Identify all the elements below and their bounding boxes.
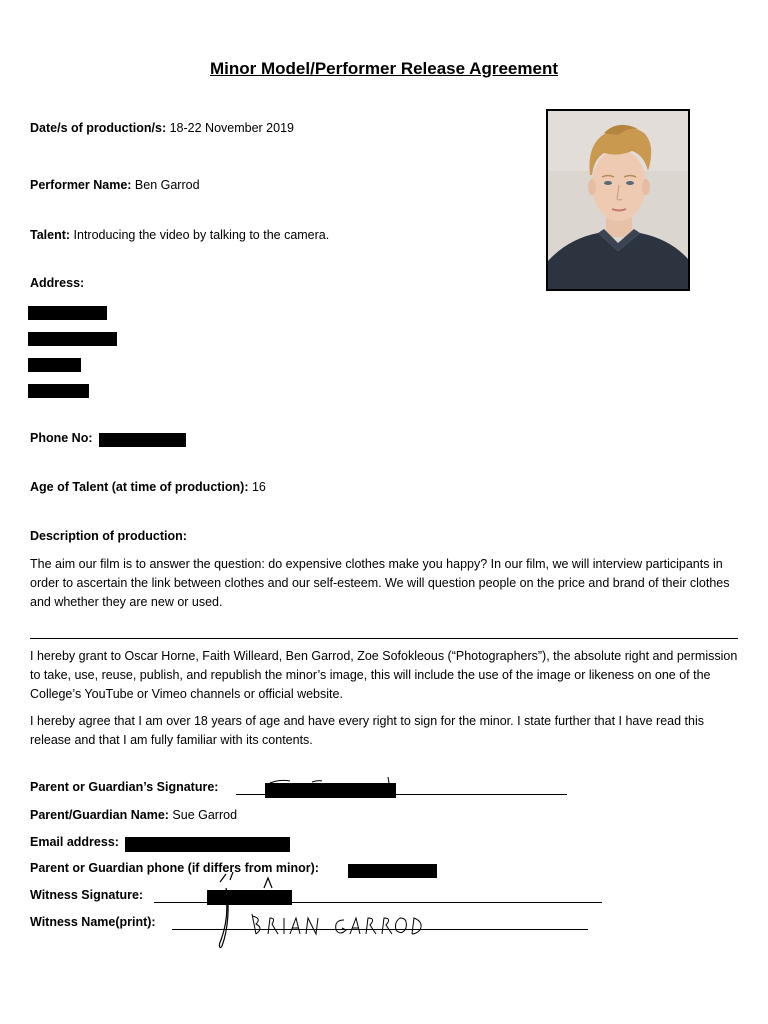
- talent-label: Talent:: [30, 228, 71, 242]
- handwritten-signature: [200, 860, 440, 952]
- talent-line: [30, 228, 329, 242]
- address-line: [30, 276, 84, 290]
- performer-name-label: Performer Name:: [30, 178, 132, 192]
- description-text: The aim our film is to answer the question: do expensive clothes make you happy? In our film, we will interview participants in order to ascertain the link between clothes and our self-esteem. We will question people on the price and brand of their clothes and whether they are new or used.: [30, 557, 730, 609]
- performer-photo: [546, 109, 690, 291]
- address-label: Address:: [30, 276, 85, 290]
- production-dates-line: [30, 121, 294, 135]
- section-divider: [30, 638, 738, 639]
- address-redaction-2: [28, 332, 117, 346]
- grant-text: I hereby grant to Oscar Horne, Faith Willeard, Ben Garrod, Zoe Sofokleous (“Photographers”), the absolute right and permission to take, use, reuse, publish, and republish the minor’s image, this will include the use of the image or likeness on one of the College’s YouTube or Vimeo channels or official website.: [30, 649, 738, 701]
- production-dates-value: 18-22 November 2019: [166, 121, 294, 135]
- phone-redaction: [99, 433, 186, 447]
- witness-signature-label: Witness Signature:: [30, 888, 144, 902]
- email-line: [30, 835, 119, 849]
- phone-label: Phone No:: [30, 431, 93, 445]
- age-value: 16: [248, 480, 266, 494]
- email-label: Email address:: [30, 835, 119, 849]
- performer-name-line: [30, 178, 200, 192]
- performer-name-value: Ben Garrod: [131, 178, 200, 192]
- email-redaction: [125, 837, 290, 852]
- parent-signature-strokes: [264, 774, 404, 786]
- description-heading: Description of production:: [30, 529, 187, 543]
- address-redaction-4: [28, 384, 89, 398]
- witness-name-line: [30, 915, 156, 929]
- talent-value: Introducing the video by talking to the camera.: [70, 228, 330, 242]
- agree-text: I hereby agree that I am over 18 years of age and have every right to sign for the minor. I state further that I have read this release and that I am fully familiar with its contents.: [30, 714, 704, 747]
- parent-signature-line: [30, 780, 218, 794]
- address-redaction-3: [28, 358, 81, 372]
- witness-signature-line: [30, 888, 143, 902]
- parent-name-line: [30, 808, 237, 822]
- address-redaction-1: [28, 306, 107, 320]
- production-dates-label: Date/s of production/s:: [30, 121, 167, 135]
- parent-signature-label: Parent or Guardian’s Signature:: [30, 780, 219, 794]
- parent-phone-label: Parent or Guardian phone (if differs from minor):: [30, 861, 319, 875]
- parent-name-value: Sue Garrod: [168, 808, 238, 822]
- phone-line: [30, 431, 93, 445]
- age-label: Age of Talent (at time of production):: [30, 480, 249, 494]
- performer-portrait-image: [548, 111, 688, 289]
- age-line: [30, 480, 266, 494]
- parent-name-label: Parent/Guardian Name:: [30, 808, 169, 822]
- witness-name-label: Witness Name(print):: [30, 915, 156, 929]
- document-title: Minor Model/Performer Release Agreement: [210, 59, 558, 78]
